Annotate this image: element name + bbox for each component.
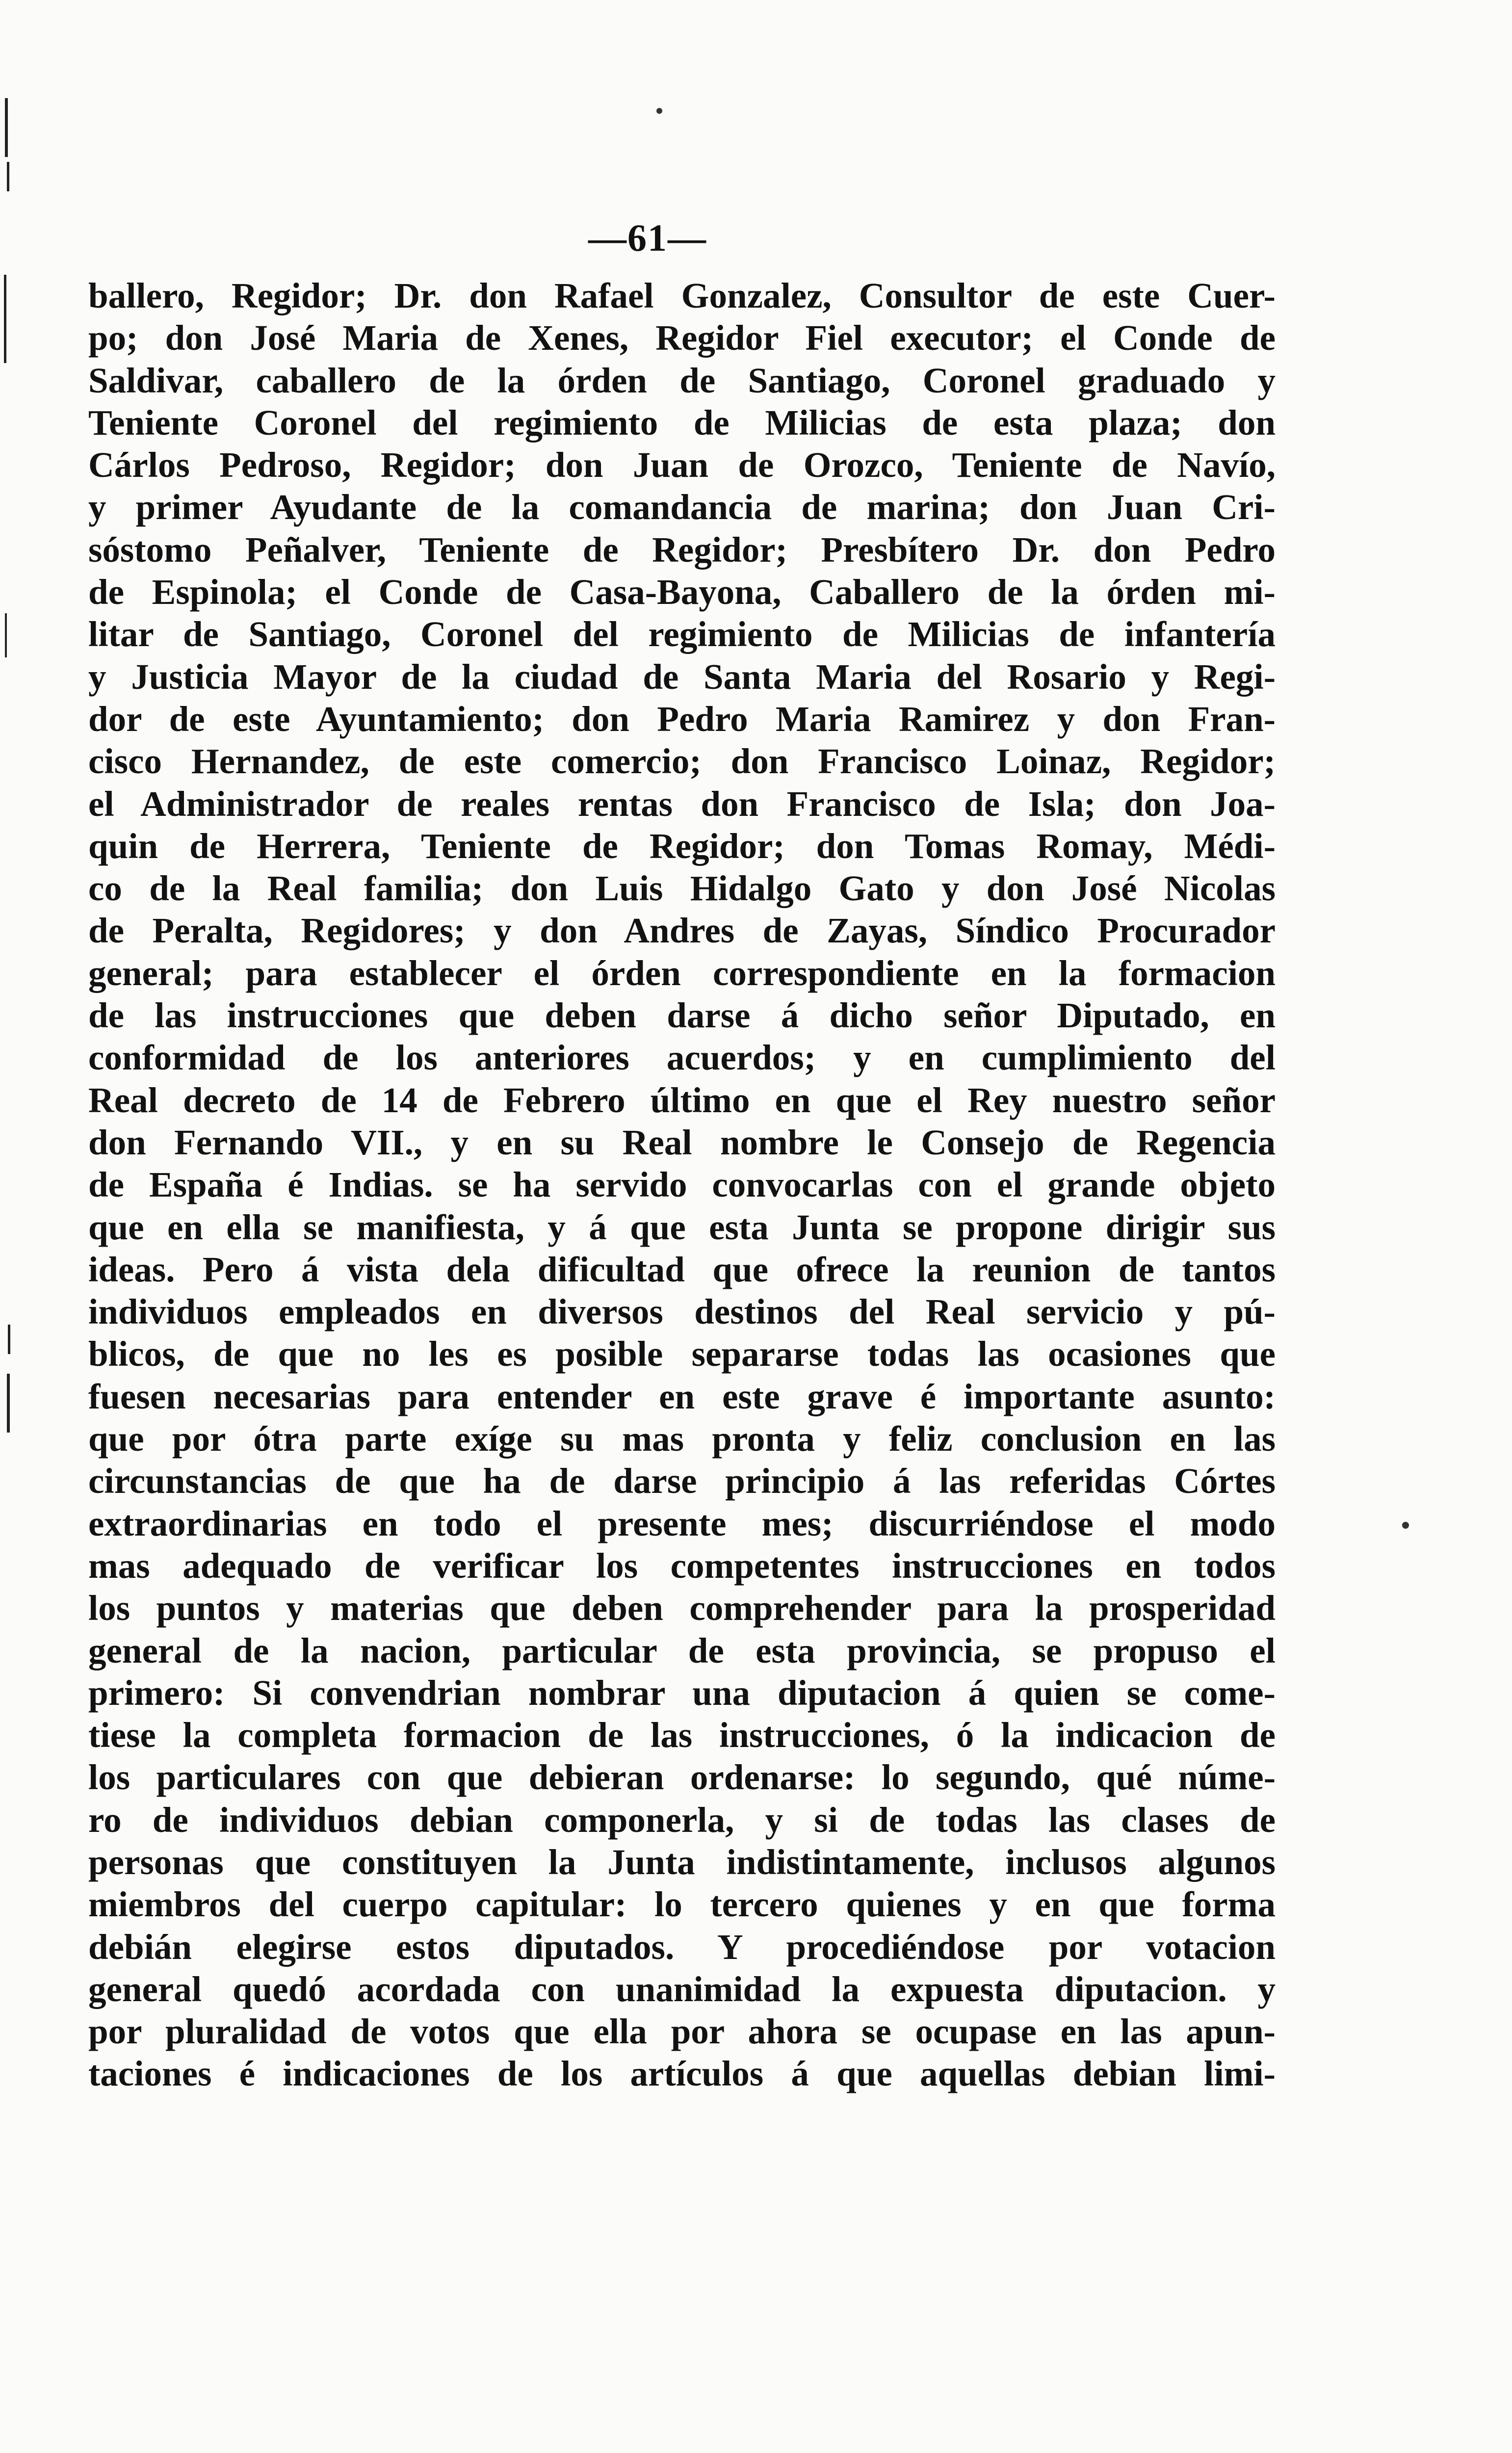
text-line: primero: Si convendrian nombrar una diputacion á quien se come- bbox=[88, 1672, 1276, 1713]
text-line: quin de Herrera, Teniente de Regidor; don Tomas Romay, Médi- bbox=[88, 826, 1276, 866]
scan-margin-mark bbox=[7, 162, 9, 191]
text-line: Teniente Coronel del regimiento de Milicias de esta plaza; don bbox=[88, 402, 1276, 443]
text-line: los particulares con que debieran ordenarse: lo segundo, qué núme- bbox=[88, 1757, 1276, 1798]
scan-margin-mark bbox=[5, 98, 8, 157]
body-text bbox=[88, 275, 1276, 2095]
text-line: general quedó acordada con unanimidad la expuesta diputacion. y bbox=[88, 1969, 1276, 2009]
text-line: miembros del cuerpo capitular: lo tercero quienes y en que forma bbox=[88, 1884, 1276, 1925]
scan-margin-mark bbox=[4, 275, 6, 363]
text-line: general de la nacion, particular de esta provincia, se propuso el bbox=[88, 1630, 1276, 1670]
page-number: —61— bbox=[588, 216, 707, 259]
text-line: dor de este Ayuntamiento; don Pedro Maria Ramirez y don Fran- bbox=[88, 699, 1276, 739]
text-line: extraordinarias en todo el presente mes; discurriéndose el modo bbox=[88, 1503, 1276, 1543]
text-line: taciones é indicaciones de los artículos á que aquellas debian limi- bbox=[88, 2054, 1276, 2094]
text-line: individuos empleados en diversos destinos del Real servicio y pú- bbox=[88, 1292, 1276, 1332]
text-line: ro de individuos debian componerla, y si de todas las clases de bbox=[88, 1800, 1276, 1840]
text-line: fuesen necesarias para entender en este grave é importante asunto: bbox=[88, 1376, 1276, 1416]
text-line: litar de Santiago, Coronel del regimiento de Milicias de infantería bbox=[88, 614, 1276, 654]
text-line: Real decreto de 14 de Febrero último en que el Rey nuestro señor bbox=[88, 1080, 1276, 1120]
text-line: tiese la completa formacion de las instrucciones, ó la indicacion de bbox=[88, 1715, 1276, 1755]
text-line: Saldivar, caballero de la órden de Santiago, Coronel graduado y bbox=[88, 360, 1276, 400]
text-line: que por ótra parte exíge su mas pronta y feliz conclusion en las bbox=[88, 1419, 1276, 1459]
text-line: de España é Indias. se ha servido convocarlas con el grande objeto bbox=[88, 1165, 1276, 1205]
text-line: de las instrucciones que deben darse á dicho señor Diputado, en bbox=[88, 995, 1276, 1036]
text-line: mas adequado de verificar los competentes instrucciones en todos bbox=[88, 1545, 1276, 1586]
text-line: don Fernando VII., y en su Real nombre le Consejo de Regencia bbox=[88, 1122, 1276, 1162]
text-line: po; don José Maria de Xenes, Regidor Fiel executor; el Conde de bbox=[88, 318, 1276, 358]
text-line: blicos, de que no les es posible separarse todas las ocasiones que bbox=[88, 1334, 1276, 1374]
text-line: conformidad de los anteriores acuerdos; y en cumplimiento del bbox=[88, 1038, 1276, 1078]
text-line: los puntos y materias que deben comprehender para la prosperidad bbox=[88, 1588, 1276, 1628]
text-line: circunstancias de que ha de darse principio á las referidas Córtes bbox=[88, 1461, 1276, 1501]
text-line: que en ella se manifiesta, y á que esta Junta se propone dirigir sus bbox=[88, 1207, 1276, 1247]
scan-speck bbox=[656, 108, 662, 114]
text-line: el Administrador de reales rentas don Francisco de Isla; don Joa- bbox=[88, 783, 1276, 824]
text-line: por pluralidad de votos que ella por ahora se ocupase en las apun- bbox=[88, 2011, 1276, 2052]
text-line: co de la Real familia; don Luis Hidalgo Gato y don José Nicolas bbox=[88, 868, 1276, 909]
text-line: de Peralta, Regidores; y don Andres de Zayas, Síndico Procurador bbox=[88, 911, 1276, 951]
text-line: debián elegirse estos diputados. Y procediéndose por votacion bbox=[88, 1927, 1276, 1967]
text-line: de Espinola; el Conde de Casa-Bayona, Caballero de la órden mi- bbox=[88, 572, 1276, 612]
scan-speck bbox=[1402, 1522, 1409, 1529]
scan-margin-mark bbox=[8, 1325, 10, 1354]
text-line: ballero, Regidor; Dr. don Rafael Gonzalez, Consultor de este Cuer- bbox=[88, 276, 1276, 315]
scan-margin-mark bbox=[7, 1374, 10, 1433]
text-line: general; para establecer el órden correspondiente en la formacion bbox=[88, 953, 1276, 993]
text-line: cisco Hernandez, de este comercio; don Francisco Loinaz, Regidor; bbox=[88, 741, 1276, 782]
text-line: y Justicia Mayor de la ciudad de Santa Maria del Rosario y Regi- bbox=[88, 656, 1276, 697]
scan-margin-mark bbox=[5, 613, 7, 657]
text-line: y primer Ayudante de la comandancia de marina; don Juan Cri- bbox=[88, 487, 1276, 527]
text-line: sóstomo Peñalver, Teniente de Regidor; Presbítero Dr. don Pedro bbox=[88, 529, 1276, 570]
text-line: ideas. Pero á vista dela dificultad que ofrece la reunion de tantos bbox=[88, 1249, 1276, 1289]
text-line: personas que constituyen la Junta indistintamente, inclusos algunos bbox=[88, 1842, 1276, 1882]
text-line: Cárlos Pedroso, Regidor; don Juan de Orozco, Teniente de Navío, bbox=[88, 445, 1276, 485]
